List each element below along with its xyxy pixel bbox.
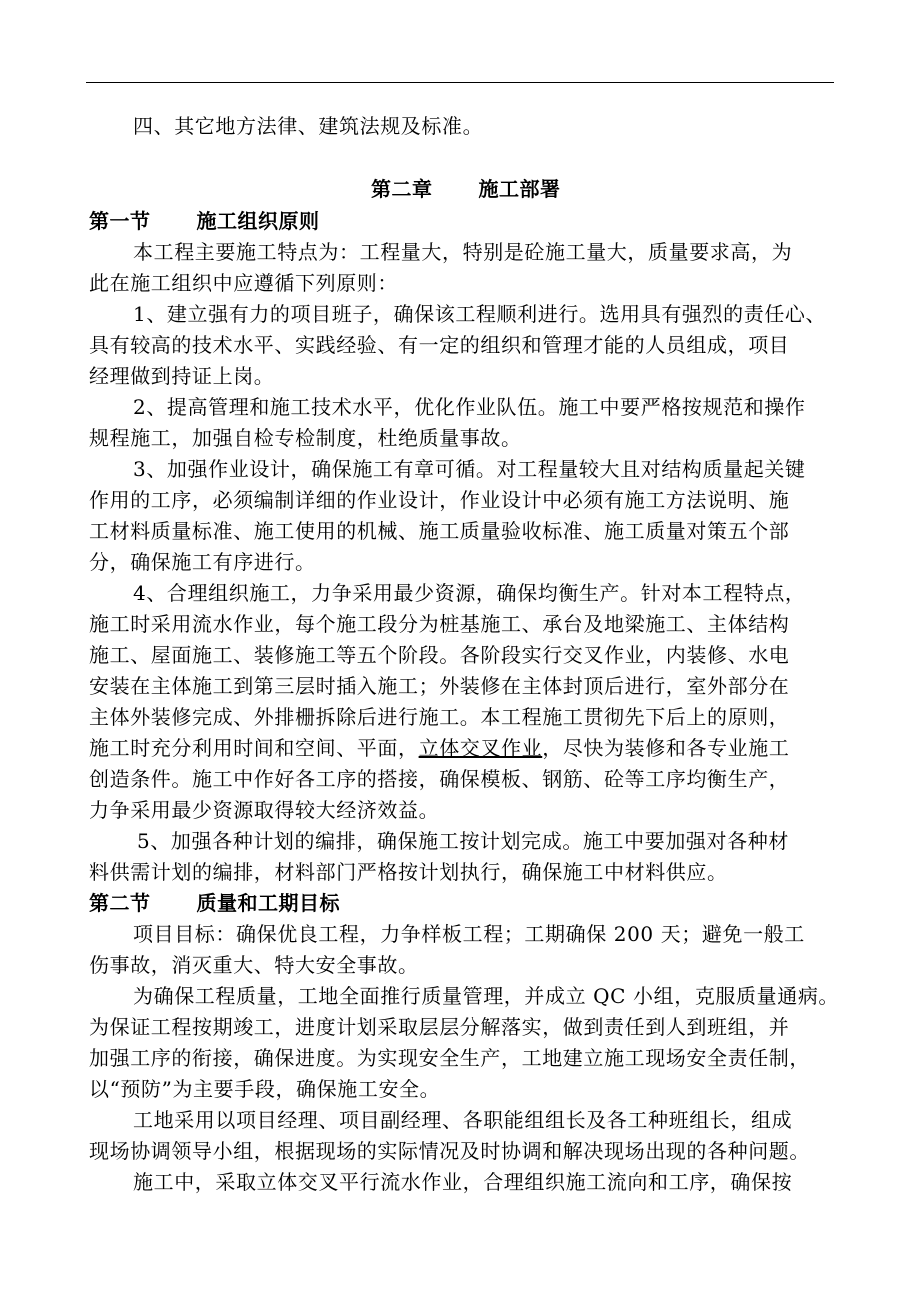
section2-label: 第二节 [89,891,151,915]
section2-p4-line: 施工中，采取立体交叉平行流水作业，合理组织施工流向和工序，确保按 [133,1170,793,1194]
item3-line: 3、加强作业设计，确保施工有章可循。对工程量较大且对结构质量起关键 [133,457,806,481]
section2-p1-line: 伤事故，消灭重大、特大安全事故。 [89,953,419,977]
item3-line: 作用的工序，必须编制详细的作业设计，作业设计中必须有施工方法说明、施 [89,488,790,512]
item4-line: 力争采用最少资源取得较大经济效益。 [89,798,440,822]
item2-line: 2、提高管理和施工技术水平，优化作业队伍。施工中要严格按规范和操作 [133,395,806,419]
item4-text-a: 施工时充分利用时间和空间、平面， [89,736,419,760]
section1-intro-line: 此在施工组织中应遵循下列原则： [89,271,398,295]
item5-line: 料供需计划的编排，材料部门严格按计划执行，确保施工中材料供应。 [89,860,728,884]
item4-line: 施工时采用流水作业，每个施工段分为桩基施工、承台及地梁施工、主体结构 [89,612,790,636]
chapter-title: 施工部署 [478,177,561,201]
section2-p2-line: 为保证工程按期竣工，进度计划采取层层分解落实，做到责任到人到班组，并 [89,1015,790,1039]
section2-p2-line: 以“预防”为主要手段，确保施工安全。 [89,1077,441,1101]
section2-title: 质量和工期目标 [196,891,340,915]
section2-p1-line: 项目目标：确保优良工程，力争样板工程；工期确保 200 天；避免一般工 [133,922,805,946]
item3-line: 分，确保施工有序进行。 [89,550,316,574]
chapter-label: 第二章 [371,177,433,201]
item1-line: 具有较高的技术水平、实践经验、有一定的组织和管理才能的人员组成，项目 [89,333,790,357]
item4-text-c: ，尽快为装修和各专业施工 [542,736,790,760]
item4-line: 安装在主体施工到第三层时插入施工；外装修在主体封顶后进行，室外部分在 [89,674,790,698]
section2-p2-line: 加强工序的衔接，确保进度。为实现安全生产，工地建立施工现场安全责任制， [89,1046,810,1070]
chapter-heading [371,176,561,202]
item3-line: 工材料质量标准、施工使用的机械、施工质量验收标准、施工质量对策五个部 [89,519,790,543]
section2-p2-line: 为确保工程质量，工地全面推行质量管理，并成立 QC 小组，克服质量通病。 [133,984,840,1008]
law-standards-line: 四、其它地方法律、建筑法规及标准。 [133,114,484,138]
section2-p3-line: 工地采用以项目经理、项目副经理、各职能组组长及各工种班组长，组成 [133,1108,793,1132]
section1-title: 施工组织原则 [196,209,320,233]
item4-underlined-text: 立体交叉作业 [418,736,543,760]
item4-line [89,735,789,761]
item2-line: 规程施工，加强自检专检制度，杜绝质量事故。 [89,426,522,450]
section1-heading [89,208,320,234]
item4-line: 4、合理组织施工，力争采用最少资源，确保均衡生产。针对本工程特点， [133,581,806,605]
item4-line: 创造条件。施工中作好各工序的搭接，确保模板、钢筋、砼等工序均衡生产， [89,767,790,791]
item4-line: 主体外装修完成、外排栅拆除后进行施工。本工程施工贯彻先下后上的原则， [89,705,790,729]
header-rule [86,82,834,83]
item5-line: 5、加强各种计划的编排，确保施工按计划完成。施工中要加强对各种材 [137,829,789,853]
item1-line: 经理做到持证上岗。 [89,364,275,388]
section1-intro-line: 本工程主要施工特点为：工程量大，特别是砼施工量大，质量要求高，为 [133,240,793,264]
section2-heading [89,890,340,916]
item4-line: 施工、屋面施工、装修施工等五个阶段。各阶段实行交叉作业，内装修、水电 [89,643,790,667]
item1-line: 1、建立强有力的项目班子，确保该工程顺利进行。选用具有强烈的责任心、 [133,302,827,326]
section1-label: 第一节 [89,209,151,233]
section2-p3-line: 现场协调领导小组，根据现场的实际情况及时协调和解决现场出现的各种问题。 [89,1139,810,1163]
